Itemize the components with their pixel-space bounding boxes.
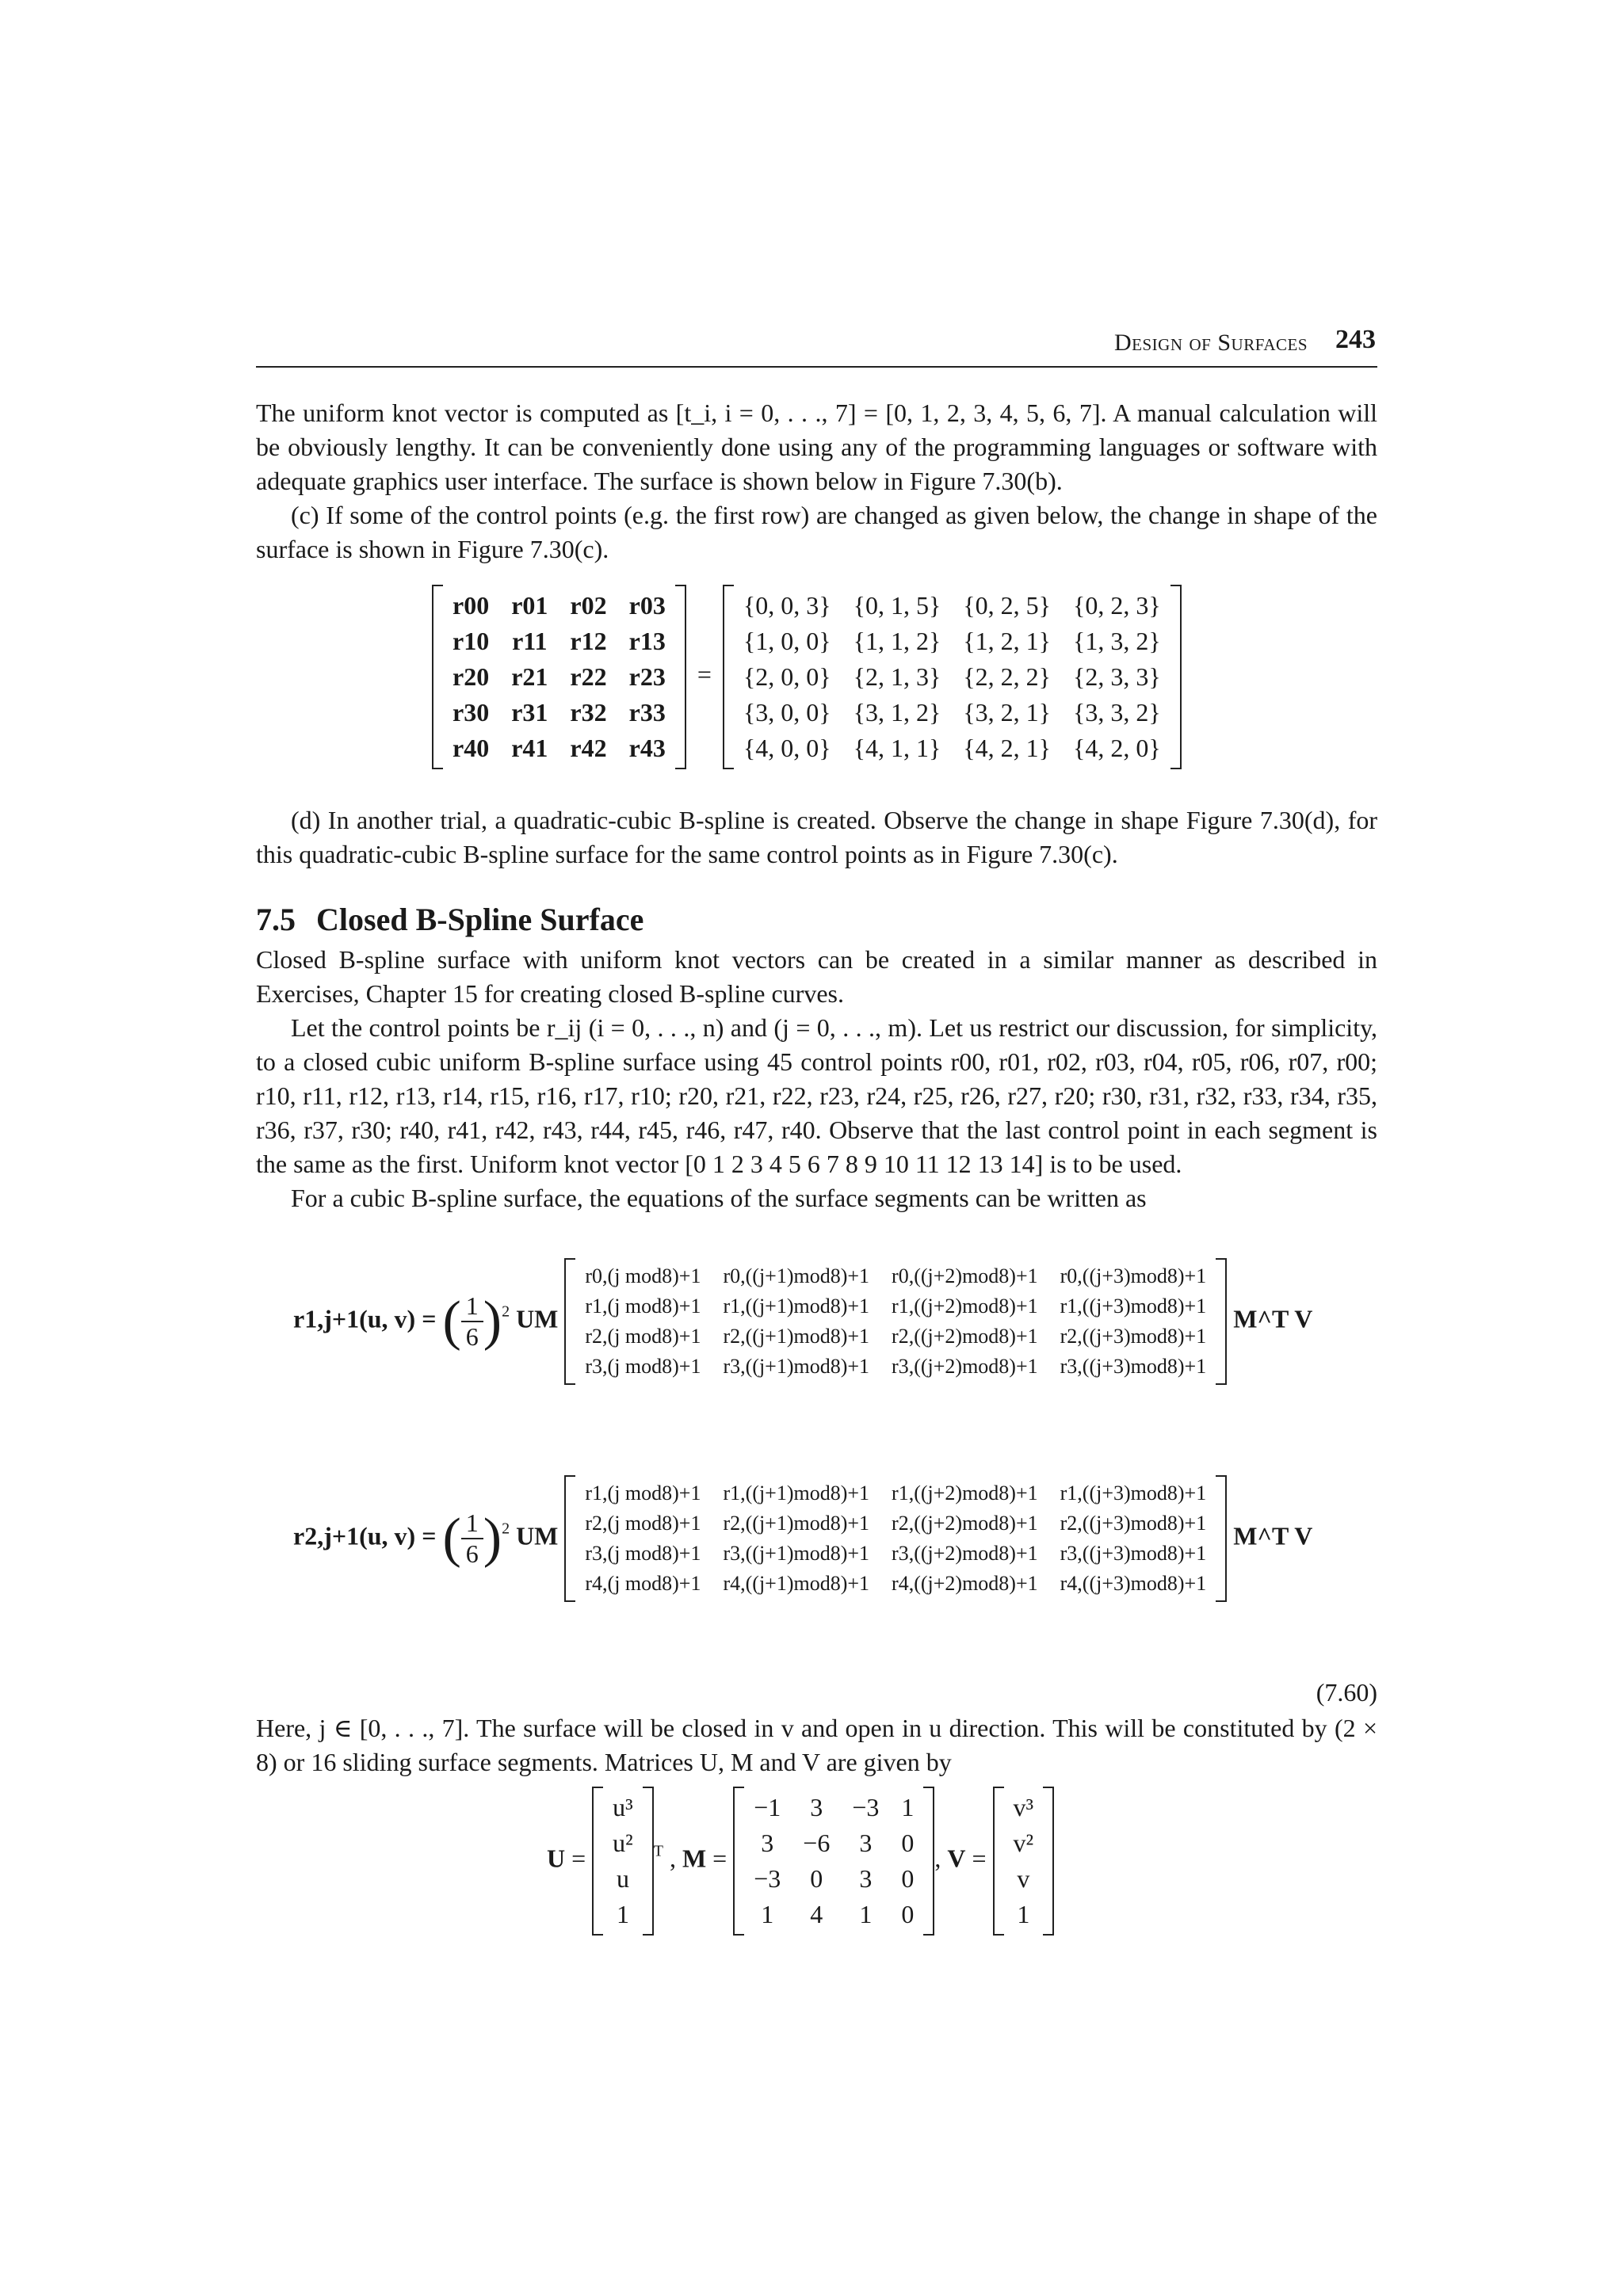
m-cell: −3 xyxy=(754,1864,781,1893)
paragraph-c: (c) If some of the control points (e.g. the first row) are changed as given below, the change in shape of the surface is shown in Figure 7.30(c). xyxy=(256,501,1377,563)
section-number: 7.5 xyxy=(256,902,296,937)
m-cell: 3 xyxy=(859,1864,873,1893)
control-label-cell: r10 xyxy=(453,627,490,655)
equation-number: (7.60) xyxy=(1316,1678,1377,1707)
control-value-cell: {4, 2, 0} xyxy=(1073,734,1161,762)
eq1-cell: r0,((j+1)mod8)+1 xyxy=(723,1264,870,1287)
control-point-equation: r00 r01 r02 r03 r10 r11 r12 r13 r20 r21 r22 r23 r30 r31 r32 r33 r40 r41 r42 r43 = {0, 0, 3} {0, 1, 5} {0, 2, 5} {0, 2, 3} {1, 0, 0} {1, 1, 2} {1, 2, 1} {1, 3, 2} {2, 0, 0} {2, 1, 3} {2, 2, 2} {2, 3, 3} {3, 0, 0} {3, 1, 2} {3, 2, 1} {3, 3, 2} {4, 0, 0} {4, 1, 1} {4, 2, 1} {4, 2, 0} xyxy=(432,585,1182,769)
control-label-cell: r23 xyxy=(628,662,666,691)
control-label-cell: r13 xyxy=(628,627,666,655)
control-value-cell: {3, 2, 1} xyxy=(963,698,1052,727)
control-value-cell: {2, 0, 0} xyxy=(743,662,831,691)
control-label-cell: r41 xyxy=(511,734,548,762)
eq1-cell: r1,(j mod8)+1 xyxy=(585,1295,701,1318)
eq1-matrix xyxy=(564,1258,1227,1385)
eq1-cell: r3,((j+3)mod8)+1 xyxy=(1060,1355,1207,1378)
u-cell: u³ xyxy=(613,1793,633,1821)
eq1-cell: r3,(j mod8)+1 xyxy=(585,1355,701,1378)
closing-text xyxy=(256,1711,1377,1779)
eq2-cell: r2,(j mod8)+1 xyxy=(585,1512,701,1535)
running-header xyxy=(256,325,1377,368)
v-cell: v xyxy=(1017,1864,1030,1893)
eq1-cell: r1,((j+1)mod8)+1 xyxy=(723,1295,870,1318)
eq2-cell: r4,((j+1)mod8)+1 xyxy=(723,1572,870,1595)
eq1-lhs: r1,j+1(u, v) = xyxy=(293,1304,437,1333)
eq2-cell: r3,((j+1)mod8)+1 xyxy=(723,1542,870,1565)
v-matrix xyxy=(993,1787,1055,1936)
m-matrix xyxy=(733,1787,934,1936)
m-cell: 3 xyxy=(859,1829,873,1857)
eq1-cell: r3,((j+1)mod8)+1 xyxy=(723,1355,870,1378)
eq1-cell: r0,(j mod8)+1 xyxy=(585,1264,701,1287)
m-cell: 3 xyxy=(810,1793,823,1821)
control-label-cell: r21 xyxy=(511,662,548,691)
eq2-cell: r2,((j+1)mod8)+1 xyxy=(723,1512,870,1535)
control-point-values-matrix xyxy=(723,585,1182,769)
control-value-cell: {3, 1, 2} xyxy=(853,698,941,727)
eq2-post: M^T V xyxy=(1233,1521,1313,1550)
eq2-cell: r1,((j+2)mod8)+1 xyxy=(892,1482,1038,1505)
m-cell: −1 xyxy=(754,1793,781,1821)
eq1-cell: r1,((j+3)mod8)+1 xyxy=(1060,1295,1207,1318)
m-cell: 0 xyxy=(901,1900,915,1928)
m-cell: 0 xyxy=(810,1864,823,1893)
page-number: 243 xyxy=(1335,325,1376,354)
paragraph-closed-intro: Closed B-spline surface with uniform knot vectors can be created in a similar manner as described in Exercises, Chapter 15 for creating closed B-spline curves. xyxy=(256,945,1377,1008)
eq1-cell: r2,((j+3)mod8)+1 xyxy=(1060,1325,1207,1348)
control-value-cell: {0, 1, 5} xyxy=(853,591,941,620)
paragraph-knot-vector: The uniform knot vector is computed as [t_i, i = 0, . . ., 7] = [0, 1, 2, 3, 4, 5, 6, 7]. A manual calculation will be obviously lengthy. It can be conveniently done using any of the programming languages or software with adequate graphics user interface. The surface is shown below in Figure 7.30(b). xyxy=(256,399,1377,495)
surface-equation-1: r1,j+1(u, v) = ( $\frac{1}{6}$ )$^2$ UM r0,(j mod8)+1 r0,((j+1)mod8)+1 r0,((j+2)mod8)+1 r0,((j+3)mod8)+1 r1,(j mod8)+1 r1,((j+1)mod8)+1 r1,((j+2)mod8)+1 r1,((j+3)mod8)+1 r2,(j mod8)+1 r2,((j+1)mod8)+1 r2,((j+2)mod8)+1 r2,((j+3)mod8)+1 r3,(j mod8)+1 r3,((j+1)mod8)+1 r3,((j+2)mod8)+1 r3,((j+3)mod8)+1 M^T V xyxy=(293,1258,1312,1385)
u-cell: 1 xyxy=(616,1900,629,1928)
eq2-cell: r2,((j+3)mod8)+1 xyxy=(1060,1512,1207,1535)
eq1-cell: r0,((j+2)mod8)+1 xyxy=(892,1264,1038,1287)
u-matrix xyxy=(592,1787,654,1936)
u-cell: u xyxy=(616,1864,629,1893)
control-value-cell: {0, 0, 3} xyxy=(743,591,831,620)
eq2-cell: r3,((j+2)mod8)+1 xyxy=(892,1542,1038,1565)
m-cell: 3 xyxy=(761,1829,774,1857)
v-cell: v³ xyxy=(1013,1793,1034,1821)
eq1-pre: UM xyxy=(516,1304,559,1333)
control-label-cell: r03 xyxy=(628,591,666,620)
eq2-cell: r4,((j+3)mod8)+1 xyxy=(1060,1572,1207,1595)
control-label-cell: r01 xyxy=(511,591,548,620)
m-cell: −3 xyxy=(852,1793,880,1821)
eq2-lhs: r2,j+1(u, v) = xyxy=(293,1521,437,1550)
control-label-cell: r00 xyxy=(453,591,490,620)
control-value-cell: {1, 3, 2} xyxy=(1073,627,1161,655)
paragraph-control-points: Let the control points be r_ij (i = 0, . . ., n) and (j = 0, . . ., m). Let us restrict our discussion, for simplicity, to a closed cubic uniform B-spline surface using 45 control points r00, r01, r02, r03, r04, r05, r06, r07, r00; r10, r11, r12, r13, r14, r15, r16, r17, r10; r20, r21, r22, r23, r24, r25, r26, r27, r20; r30, r31, r32, r33, r34, r35, r36, r37, r30; r40, r41, r42, r43, r44, r45, r46, r47, r40. Observe that the last control point in each segment is the same as the first. Uniform knot vector [0 1 2 3 4 5 6 7 8 9 10 11 12 13 14] is to be used. xyxy=(256,1013,1377,1178)
m-cell: 1 xyxy=(901,1793,915,1821)
u-cell: u² xyxy=(613,1829,633,1857)
control-value-cell: {4, 1, 1} xyxy=(853,734,941,762)
m-cell: 0 xyxy=(901,1864,915,1893)
control-value-cell: {3, 0, 0} xyxy=(743,698,831,727)
control-value-cell: {1, 2, 1} xyxy=(963,627,1052,655)
control-point-labels-matrix xyxy=(432,585,686,769)
control-label-cell: r43 xyxy=(628,734,666,762)
control-label-cell: r32 xyxy=(570,698,607,727)
intro-text xyxy=(256,396,1377,566)
section-heading xyxy=(256,901,664,938)
control-label-cell: r02 xyxy=(570,591,607,620)
paragraph-d: (d) In another trial, a quadratic-cubic B-spline is created. Observe the change in shape Figure 7.30(d), for this quadratic-cubic B-spline surface for the same control points as in Figure 7.30(c). xyxy=(256,806,1377,868)
umv-matrices: U = u³ u² u 1 $^T$ , M = −1 3 −3 1 3 −6 3 0 −3 0 3 0 1 4 1 0 , V = v³ v² v 1 xyxy=(547,1787,1054,1936)
m-cell: 1 xyxy=(859,1900,873,1928)
control-value-cell: {1, 0, 0} xyxy=(743,627,831,655)
eq1-post: M^T V xyxy=(1233,1304,1313,1333)
control-label-cell: r22 xyxy=(570,662,607,691)
control-label-cell: r31 xyxy=(511,698,548,727)
eq1-cell: r2,((j+2)mod8)+1 xyxy=(892,1325,1038,1348)
control-value-cell: {0, 2, 5} xyxy=(963,591,1052,620)
eq2-cell: r4,((j+2)mod8)+1 xyxy=(892,1572,1038,1595)
control-label-cell: r30 xyxy=(453,698,490,727)
control-label-cell: r20 xyxy=(453,662,490,691)
control-value-cell: {0, 2, 3} xyxy=(1073,591,1161,620)
eq1-cell: r3,((j+2)mod8)+1 xyxy=(892,1355,1038,1378)
eq2-pre: UM xyxy=(516,1521,559,1550)
eq2-matrix xyxy=(564,1475,1227,1602)
m-cell: 1 xyxy=(761,1900,774,1928)
control-value-cell: {2, 1, 3} xyxy=(853,662,941,691)
control-label-cell: r33 xyxy=(628,698,666,727)
section-title: Closed B-Spline Surface xyxy=(316,902,644,937)
eq1-cell: r0,((j+3)mod8)+1 xyxy=(1060,1264,1207,1287)
section-body xyxy=(256,943,1377,1215)
control-value-cell: {3, 3, 2} xyxy=(1073,698,1161,727)
m-cell: −6 xyxy=(803,1829,831,1857)
m-cell: 4 xyxy=(810,1900,823,1928)
eq2-cell: r1,((j+1)mod8)+1 xyxy=(723,1482,870,1505)
eq2-cell: r2,((j+2)mod8)+1 xyxy=(892,1512,1038,1535)
eq1-cell: r2,(j mod8)+1 xyxy=(585,1325,701,1348)
running-title: Design of Surfaces xyxy=(1114,330,1308,356)
paragraph-here: Here, j ∈ [0, . . ., 7]. The surface will be closed in v and open in u direction. This will be constituted by (2 × 8) or 16 sliding surface segments. Matrices U, M and V are given by xyxy=(256,1714,1377,1776)
surface-equation-2: r2,j+1(u, v) = ( $\frac{1}{6}$ )$^2$ UM r1,(j mod8)+1 r1,((j+1)mod8)+1 r1,((j+2)mod8)+1 r1,((j+3)mod8)+1 r2,(j mod8)+1 r2,((j+1)mod8)+1 r2,((j+2)mod8)+1 r2,((j+3)mod8)+1 r3,(j mod8)+1 r3,((j+1)mod8)+1 r3,((j+2)mod8)+1 r3,((j+3)mod8)+1 r4,(j mod8)+1 r4,((j+1)mod8)+1 r4,((j+2)mod8)+1 r4,((j+3)mod8)+1 M^T V xyxy=(293,1475,1312,1602)
eq1-cell: r1,((j+2)mod8)+1 xyxy=(892,1295,1038,1318)
control-label-cell: r11 xyxy=(512,627,548,655)
control-value-cell: {1, 1, 2} xyxy=(853,627,941,655)
control-label-cell: r40 xyxy=(453,734,490,762)
paragraph-d-block xyxy=(256,803,1377,871)
eq1-cell: r2,((j+1)mod8)+1 xyxy=(723,1325,870,1348)
eq2-cell: r3,(j mod8)+1 xyxy=(585,1542,701,1565)
paragraph-cubic: For a cubic B-spline surface, the equations of the surface segments can be written as xyxy=(291,1184,1147,1212)
control-value-cell: {4, 2, 1} xyxy=(963,734,1052,762)
m-cell: 0 xyxy=(901,1829,915,1857)
v-cell: 1 xyxy=(1017,1900,1030,1928)
control-value-cell: {4, 0, 0} xyxy=(743,734,831,762)
eq2-cell: r4,(j mod8)+1 xyxy=(585,1572,701,1595)
eq2-cell: r1,(j mod8)+1 xyxy=(585,1482,701,1505)
v-cell: v² xyxy=(1013,1829,1034,1857)
eq2-cell: r1,((j+3)mod8)+1 xyxy=(1060,1482,1207,1505)
eq2-cell: r3,((j+3)mod8)+1 xyxy=(1060,1542,1207,1565)
control-label-cell: r12 xyxy=(570,627,607,655)
control-label-cell: r42 xyxy=(570,734,607,762)
control-value-cell: {2, 3, 3} xyxy=(1073,662,1161,691)
control-value-cell: {2, 2, 2} xyxy=(963,662,1052,691)
